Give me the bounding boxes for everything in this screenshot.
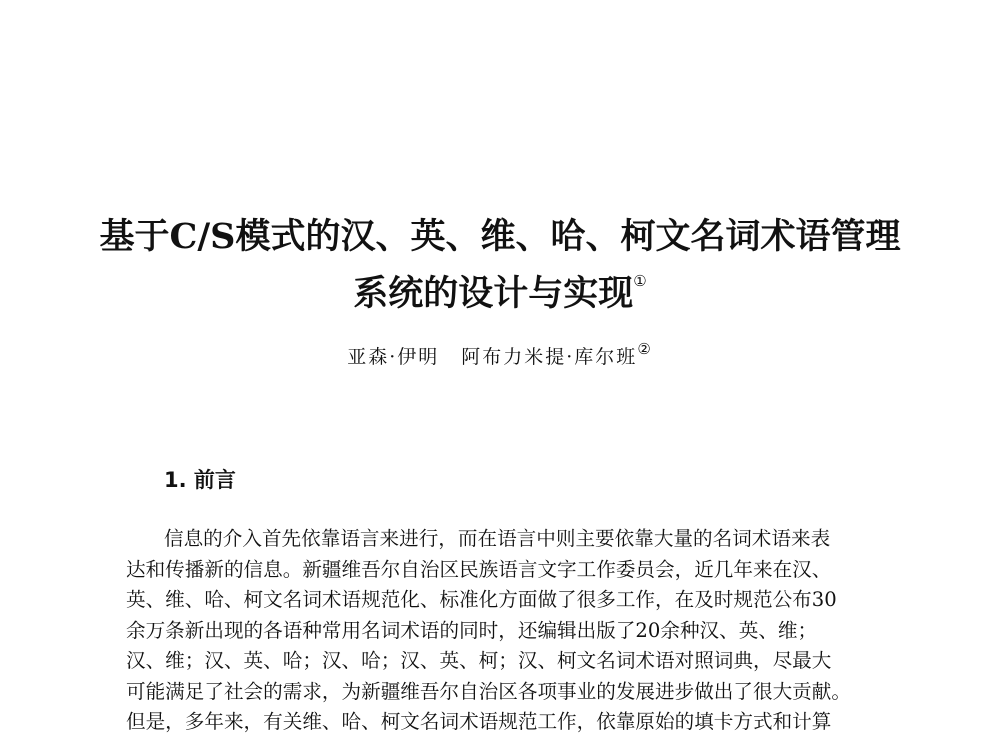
title-text-2: 系统的设计与实现 xyxy=(353,273,634,314)
body-line-4: 余万条新出现的各语种常用名词术语的同时，还编辑出版了20余种汉、英、维； xyxy=(126,618,818,642)
body-line-1: 信息的介入首先依靠语言来进行，而在语言中则主要依靠大量的名词术语来表 xyxy=(164,527,831,550)
paper-title-line-1 xyxy=(0,216,1000,257)
body-line-7: 但是，多年来，有关维、哈、柯文名词术语规范工作，依靠原始的填卡方式和计算 xyxy=(126,710,832,733)
body-line-2: 达和传播新的信息。新疆维吾尔自治区民族语言文字工作委员会，近几年来在汉、 xyxy=(126,557,832,581)
body-line-3: 英、维、哈、柯文名词术语规范化、标准化方面做了很多工作，在及时规范公布30 xyxy=(126,588,837,611)
body-line-5: 汉、维；汉、英、哈；汉、哈；汉、英、柯；汉、柯文名词术语对照词典，尽最大 xyxy=(126,649,832,672)
author-footnote-mark: ② xyxy=(637,340,653,358)
title-text-1: 基于C/S模式的汉、英、维、哈、柯文名词术语管理 xyxy=(99,216,901,257)
title-footnote-mark: ① xyxy=(633,272,647,290)
body-line-6: 可能满足了社会的需求，为新疆维吾尔自治区各项事业的发展进步做出了很大贡献。 xyxy=(126,679,851,703)
author-list xyxy=(0,342,1000,369)
author-1: 亚森·伊明 xyxy=(347,346,440,368)
section-heading-introduction: 1. 前言 xyxy=(164,468,236,492)
paper-title-line-2 xyxy=(0,272,1000,314)
author-2: 阿布力米提·库尔班 xyxy=(461,346,638,368)
body-paragraph xyxy=(126,524,886,738)
